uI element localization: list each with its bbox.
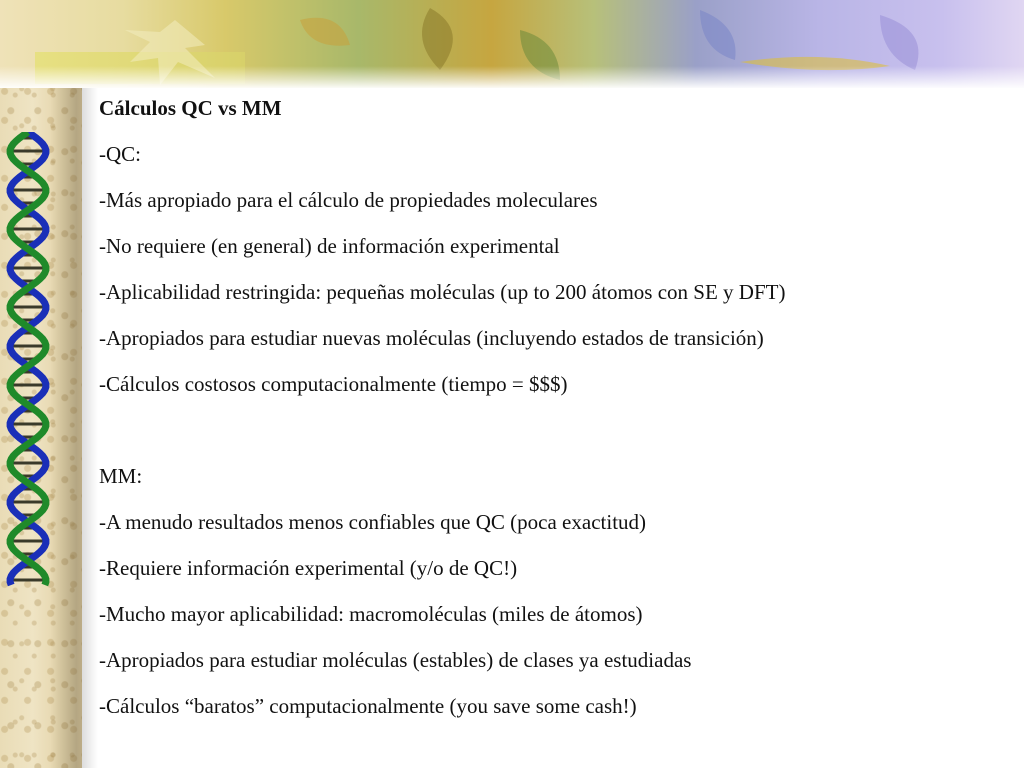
leaf-icon [422, 8, 453, 70]
slide-title: Cálculos QC vs MM [99, 96, 282, 120]
leaf-banner [0, 0, 1024, 88]
leaf-icon [700, 10, 736, 60]
leaf-icon [740, 57, 890, 70]
qc-point: -Más apropiado para el cálculo de propiedades moleculares [99, 188, 598, 212]
leaf-icon [520, 30, 560, 80]
leaf-icon [125, 20, 215, 85]
dna-helix-icon [0, 132, 56, 587]
mm-point: -Cálculos “baratos” computacionalmente (you save some cash!) [99, 694, 637, 718]
mm-point: -Requiere información experimental (y/o de QC!) [99, 556, 518, 580]
leaf-icon [300, 18, 350, 46]
qc-point: -Apropiados para estudiar nuevas moléculas (incluyendo estados de transición) [99, 326, 764, 350]
mm-point: -A menudo resultados menos confiables que QC (poca exactitud) [99, 510, 647, 534]
qc-point: -Cálculos costosos computacionalmente (tiempo = $$$) [99, 372, 568, 396]
leaf-icon [880, 15, 918, 70]
qc-point: -Aplicabilidad restringida: pequeñas moléculas (up to 200 átomos con SE y DFT) [99, 280, 786, 304]
qc-point: -No requiere (en general) de información experimental [99, 234, 560, 258]
qc-heading: -QC: [99, 142, 141, 166]
mm-point: -Apropiados para estudiar moléculas (estables) de clases ya estudiadas [99, 648, 692, 672]
mm-point: -Mucho mayor aplicabilidad: macromoléculas (miles de átomos) [99, 602, 643, 626]
mm-heading: MM: [99, 464, 143, 488]
leaf-banner-art [0, 0, 1024, 88]
